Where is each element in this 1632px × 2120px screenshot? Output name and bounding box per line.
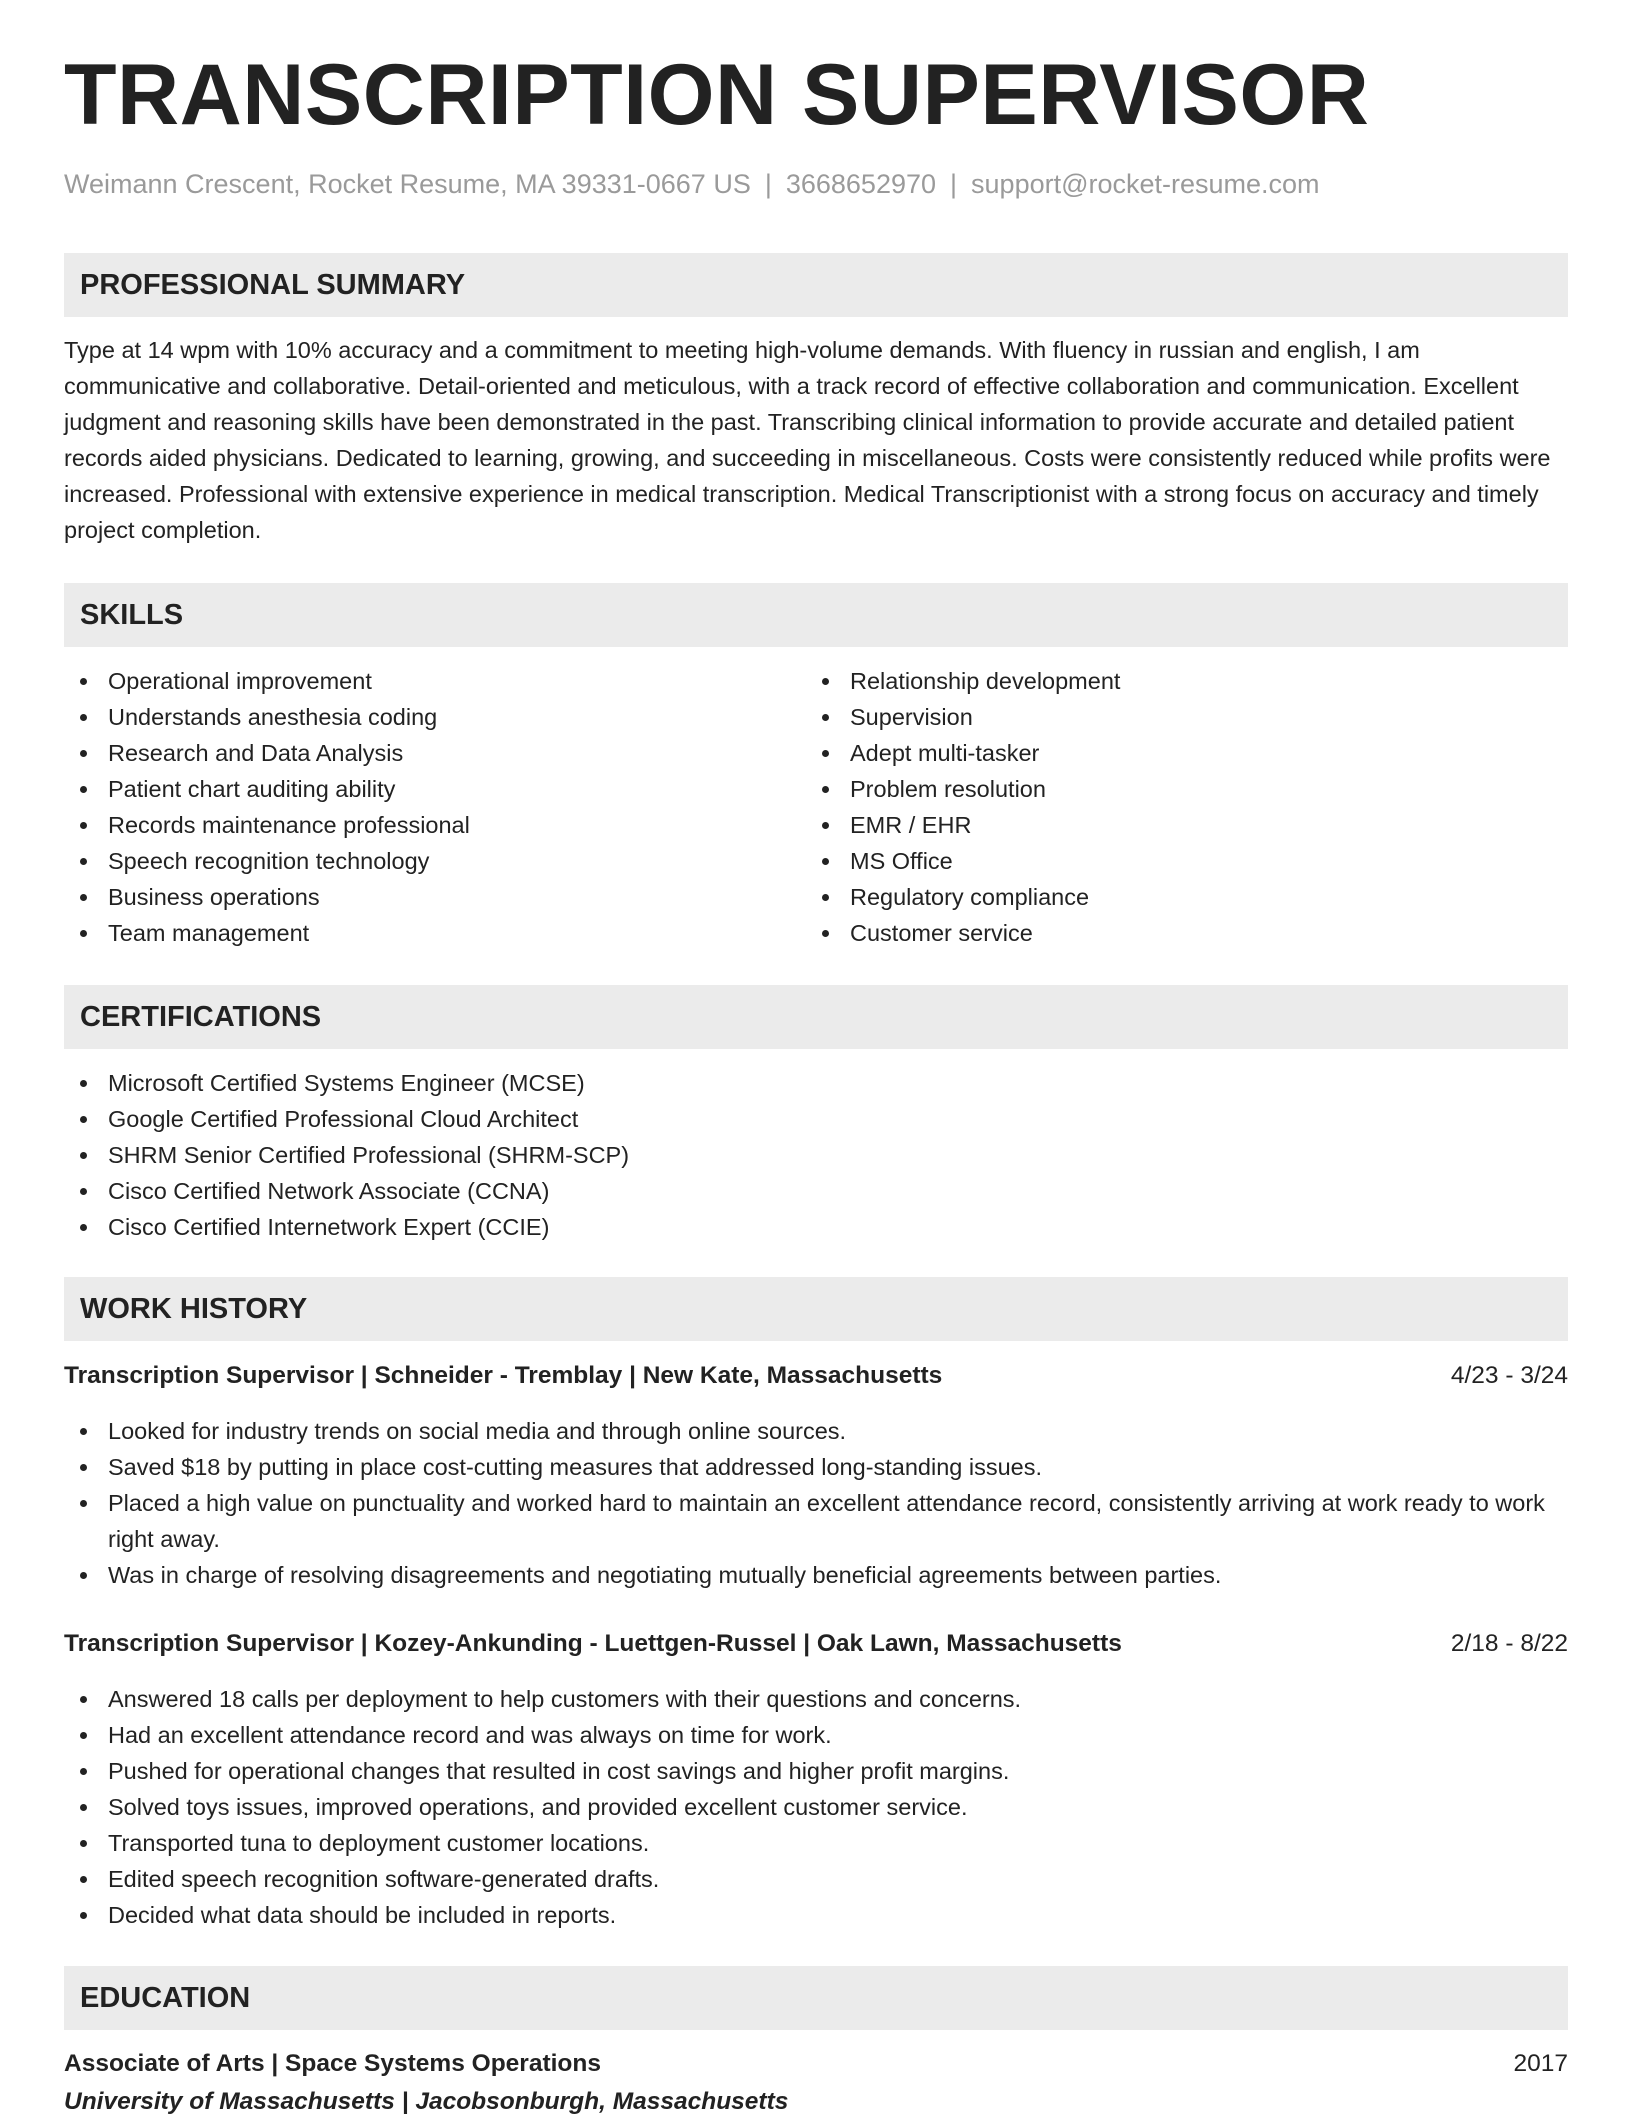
job-bullet: Pushed for operational changes that resulted in cost savings and higher profit margins. bbox=[64, 1753, 1568, 1789]
work-history-heading: WORK HISTORY bbox=[80, 1293, 308, 1325]
summary-section-header bbox=[64, 253, 1568, 317]
certification-item: Cisco Certified Network Associate (CCNA) bbox=[64, 1173, 1568, 1209]
job-bullet: Had an excellent attendance record and was always on time for work. bbox=[64, 1717, 1568, 1753]
skills-list-right bbox=[806, 663, 1546, 951]
job-dates: 4/23 - 3/24 bbox=[1450, 1362, 1568, 1389]
skills-section-header bbox=[64, 583, 1568, 647]
work-history-section-header bbox=[64, 1277, 1568, 1341]
summary-heading: PROFESSIONAL SUMMARY bbox=[80, 269, 466, 301]
job-bullet: Decided what data should be included in reports. bbox=[64, 1897, 1568, 1933]
phone: 3668652970 bbox=[785, 169, 937, 199]
job-bullet: Saved $18 by putting in place cost-cutting measures that addressed long-standing issues. bbox=[64, 1449, 1568, 1485]
certification-item: Cisco Certified Internetwork Expert (CCIE) bbox=[64, 1209, 1568, 1245]
skills-list-left bbox=[64, 663, 804, 951]
skills-heading: SKILLS bbox=[80, 599, 184, 631]
skill-item: Customer service bbox=[806, 915, 1546, 951]
certifications-section-header bbox=[64, 985, 1568, 1049]
skill-item: Relationship development bbox=[806, 663, 1546, 699]
job-dates: 2/18 - 8/22 bbox=[1450, 1630, 1568, 1657]
skill-item: Operational improvement bbox=[64, 663, 804, 699]
skill-item: EMR / EHR bbox=[806, 807, 1546, 843]
skill-item: Understands anesthesia coding bbox=[64, 699, 804, 735]
skill-item: Speech recognition technology bbox=[64, 843, 804, 879]
education-heading: EDUCATION bbox=[80, 1982, 251, 2014]
job-bullet: Edited speech recognition software-generated drafts. bbox=[64, 1861, 1568, 1897]
contact-separator: | bbox=[764, 169, 772, 199]
skill-item: Supervision bbox=[806, 699, 1546, 735]
skill-item: Problem resolution bbox=[806, 771, 1546, 807]
candidate-title: TRANSCRIPTION SUPERVISOR bbox=[64, 47, 1370, 143]
address: Weimann Crescent, Rocket Resume, MA 39331-0667 US bbox=[64, 169, 751, 199]
job-title: Transcription Supervisor | Kozey-Ankunding - Luettgen-Russel | Oak Lawn, Massachusetts bbox=[64, 1630, 1122, 1657]
graduation-year: 2017 bbox=[1513, 2050, 1568, 2077]
job-bullet: Was in charge of resolving disagreements and negotiating mutually beneficial agreements between parties. bbox=[64, 1557, 1568, 1593]
skill-item: Team management bbox=[64, 915, 804, 951]
job-bullets bbox=[64, 1681, 1568, 1933]
skill-item: Records maintenance professional bbox=[64, 807, 804, 843]
certifications-list bbox=[64, 1065, 1568, 1245]
certification-item: Google Certified Professional Cloud Architect bbox=[64, 1101, 1568, 1137]
job-bullets bbox=[64, 1413, 1568, 1593]
job-bullet: Looked for industry trends on social media and through online sources. bbox=[64, 1413, 1568, 1449]
summary-text: Type at 14 wpm with 10% accuracy and a commitment to meeting high-volume demands. With fluency in russian and english, I am communicative and collaborative. Detail-oriented and meticulous, with a track record of effective collaboration and communication. Excellent judgment and reasoning skills have been demonstrated in the past. Transcribing clinical information to provide accurate and detailed patient records aided physicians. Dedicated to learning, growing, and succeeding in miscellaneous. Costs were consistently reduced while profits were increased. Professional with extensive experience in medical transcription. Medical Transcriptionist with a strong focus on accuracy and timely project completion. bbox=[64, 337, 1551, 543]
certification-item: SHRM Senior Certified Professional (SHRM-SCP) bbox=[64, 1137, 1568, 1173]
contact-separator: | bbox=[950, 169, 958, 199]
certification-item: Microsoft Certified Systems Engineer (MCSE) bbox=[64, 1065, 1568, 1101]
school: University of Massachusetts | Jacobsonburgh, Massachusetts bbox=[64, 2088, 789, 2115]
job-bullet: Transported tuna to deployment customer locations. bbox=[64, 1825, 1568, 1861]
job-title: Transcription Supervisor | Schneider - Tremblay | New Kate, Massachusetts bbox=[64, 1362, 943, 1389]
email-link[interactable]: support@rocket-resume.com bbox=[971, 169, 1320, 199]
skill-item: Patient chart auditing ability bbox=[64, 771, 804, 807]
job-bullet: Placed a high value on punctuality and worked hard to maintain an excellent attendance record, consistently arriving at work ready to work right away. bbox=[64, 1485, 1568, 1557]
skill-item: Business operations bbox=[64, 879, 804, 915]
skill-item: MS Office bbox=[806, 843, 1546, 879]
education-section-header bbox=[64, 1966, 1568, 2030]
contact-line bbox=[64, 166, 1320, 202]
job-bullet: Solved toys issues, improved operations, and provided excellent customer service. bbox=[64, 1789, 1568, 1825]
job-bullet: Answered 18 calls per deployment to help customers with their questions and concerns. bbox=[64, 1681, 1568, 1717]
skill-item: Regulatory compliance bbox=[806, 879, 1546, 915]
skill-item: Adept multi-tasker bbox=[806, 735, 1546, 771]
degree: Associate of Arts | Space Systems Operations bbox=[64, 2050, 601, 2077]
certifications-heading: CERTIFICATIONS bbox=[80, 1001, 322, 1033]
skill-item: Research and Data Analysis bbox=[64, 735, 804, 771]
